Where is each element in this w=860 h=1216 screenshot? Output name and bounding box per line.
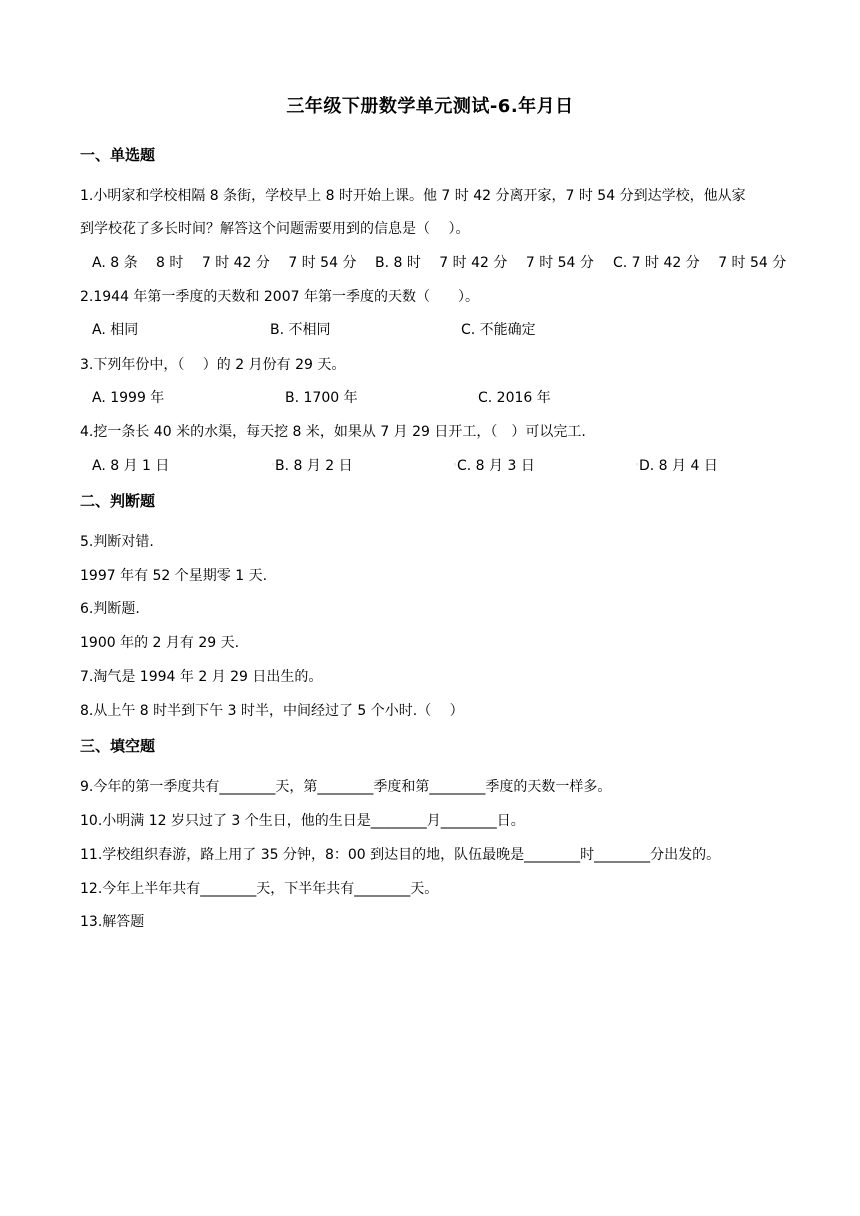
page-title: 三年级下册数学单元测试-6.年月日 — [286, 96, 574, 117]
option-marker-icon: ◦ — [271, 461, 276, 469]
question-5-statement: 1997 年有 52 个星期零 1 天. — [80, 568, 268, 584]
question-13: 13.解答题 — [80, 914, 145, 930]
question-4-option-c: C. 8 月 3 日 — [457, 458, 535, 474]
question-3-stem: 3.下列年份中，（ ）的 2 月份有 29 天。 — [80, 357, 346, 373]
question-4-option-b: B. 8 月 2 日 — [275, 458, 353, 474]
question-1-option-a: A. 8 条 8 时 7 时 42 分 7 时 54 分 — [92, 255, 357, 271]
question-12: 12.今年上半年共有________天，下半年共有________天。 — [80, 881, 439, 897]
question-4-option-a: A. 8 月 1 日 — [92, 458, 170, 474]
question-10: 10.小明满 12 岁只过了 3 个生日，他的生日是________月________日。 — [80, 813, 525, 829]
question-6-stem: 6.判断题. — [80, 601, 140, 617]
option-marker-icon: ◦ — [453, 461, 458, 469]
question-11: 11.学校组织春游，路上用了 35 分钟，8：00 到达目的地，队伍最晚是________时________分出发的。 — [80, 847, 721, 863]
question-1-stem-line-2: 到学校花了多长时间？解答这个问题需要用到的信息是（ ）。 — [80, 221, 470, 237]
section-heading-true-false: 二、判断题 — [80, 492, 156, 510]
question-9: 9.今年的第一季度共有________天，第________季度和第________季度的天数一样多。 — [80, 779, 612, 795]
option-marker-icon: ◦ — [635, 461, 640, 469]
section-heading-fill-in: 三、填空题 — [80, 737, 156, 755]
question-5-stem: 5.判断对错. — [80, 534, 154, 550]
question-6-statement: 1900 年的 2 月有 29 天. — [80, 635, 240, 651]
section-heading-single-choice: 一、单选题 — [80, 146, 156, 164]
question-3-option-b: B. 1700 年 — [285, 390, 358, 406]
question-1-option-c: C. 7 时 42 分 7 时 54 分 — [613, 255, 787, 271]
question-1-option-b: B. 8 时 7 时 42 分 7 时 54 分 — [375, 255, 594, 271]
question-3-option-a: A. 1999 年 — [92, 390, 165, 406]
question-8: 8.从上午 8 时半到下午 3 时半，中间经过了 5 个小时.（ ） — [80, 703, 464, 719]
question-4-stem: 4.挖一条长 40 米的水渠，每天挖 8 米，如果从 7 月 29 日开工，（ ）可以完工. — [80, 424, 586, 440]
question-4-option-d: D. 8 月 4 日 — [639, 458, 718, 474]
question-2-option-a: A. 相同 — [92, 322, 139, 338]
question-2-option-c: C. 不能确定 — [461, 322, 536, 338]
question-2-option-b: B. 不相同 — [270, 322, 331, 338]
question-1-stem-line-1: 1.小明家和学校相隔 8 条街，学校早上 8 时开始上课。他 7 时 42 分离开家，7 时 54 分到达学校，他从家 — [80, 188, 746, 204]
question-7: 7.淘气是 1994 年 2 月 29 日出生的。 — [80, 669, 323, 685]
question-2-stem: 2.1944 年第一季度的天数和 2007 年第一季度的天数（ ）。 — [80, 289, 479, 305]
question-3-option-c: C. 2016 年 — [478, 390, 551, 406]
